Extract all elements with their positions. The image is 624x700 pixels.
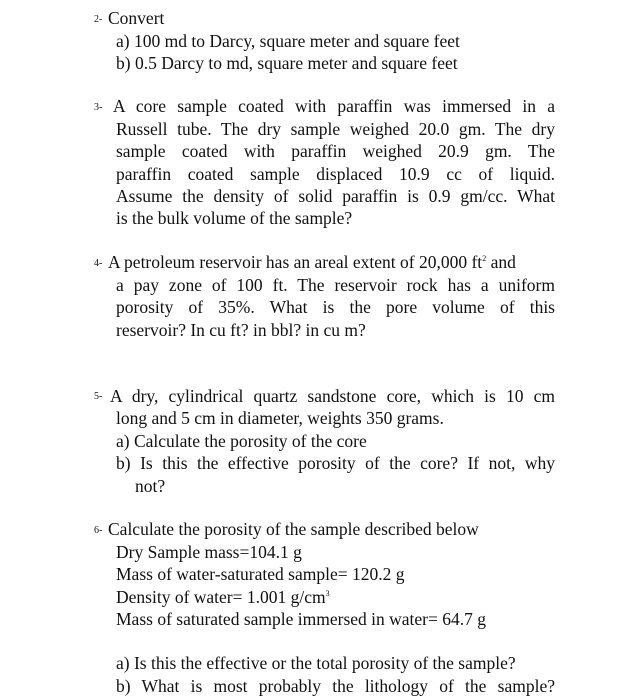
problem-number: 3- <box>94 102 103 113</box>
problem-number: 5- <box>94 391 103 402</box>
problem-text-line: Russell tube. The dry sample weighed 20.0 gm. The dry <box>116 119 555 139</box>
water-density-text: Density of water= 1.001 g/cm <box>116 587 326 607</box>
problem-title: Calculate the porosity of the sample described below <box>108 519 479 539</box>
problem-text-line: paraffin coated sample displaced 10.9 cc of liquid. <box>116 164 555 184</box>
areal-extent-tail: and <box>486 252 516 272</box>
problem-text-line: is the bulk volume of the sample? <box>116 208 353 228</box>
problem-text-line: Assume the density of solid paraffin is 0.9 gm/cc. What <box>116 186 555 206</box>
problem-number: 6- <box>94 525 103 536</box>
problem-text-line: long and 5 cm in diameter, weights 350 grams. <box>116 408 444 428</box>
saturated-sample-mass: Mass of water-saturated sample= 120.2 g <box>116 564 405 584</box>
sub-question-a: a) 100 md to Darcy, square meter and square feet <box>116 31 460 51</box>
problem-text-line: porosity of 35%. What is the pore volume of this <box>116 297 555 317</box>
problem-number: 4- <box>94 258 103 269</box>
problem-text-line <box>108 251 516 273</box>
sub-question-b: b) What is most probably the lithology of the sample? <box>116 676 555 696</box>
problem-text-line: reservoir? In cu ft? in bbl? in cu m? <box>116 320 366 340</box>
sub-question-b: b) 0.5 Darcy to md, square meter and square feet <box>116 53 458 73</box>
dry-sample-mass: Dry Sample mass=104.1 g <box>116 542 302 562</box>
problem-text-line: a pay zone of 100 ft. The reservoir rock has a uniform <box>116 275 555 295</box>
problem-text-line: sample coated with paraffin weighed 20.9 gm. The <box>116 141 555 161</box>
areal-extent-text: A petroleum reservoir has an areal extent of 20,000 ft <box>108 252 483 272</box>
sub-question-b-continued: not? <box>135 476 166 496</box>
water-density <box>116 586 330 608</box>
sub-question-a: a) Is this the effective or the total porosity of the sample? <box>116 653 516 673</box>
sub-question-a: a) Calculate the porosity of the core <box>116 431 367 451</box>
sub-question-b: b) Is this the effective porosity of the core? If not, why <box>116 453 555 473</box>
problem-text-line: A dry, cylindrical quartz sandstone core, which is 10 cm <box>110 386 555 406</box>
problem-title: Convert <box>108 8 165 28</box>
problem-number: 2- <box>94 14 103 25</box>
superscript-three: 3 <box>325 589 330 598</box>
superscript-two: 2 <box>482 254 487 263</box>
problem-text-line: A core sample coated with paraffin was immersed in a <box>113 96 555 116</box>
immersed-sample-mass: Mass of saturated sample immersed in water= 64.7 g <box>116 609 486 629</box>
